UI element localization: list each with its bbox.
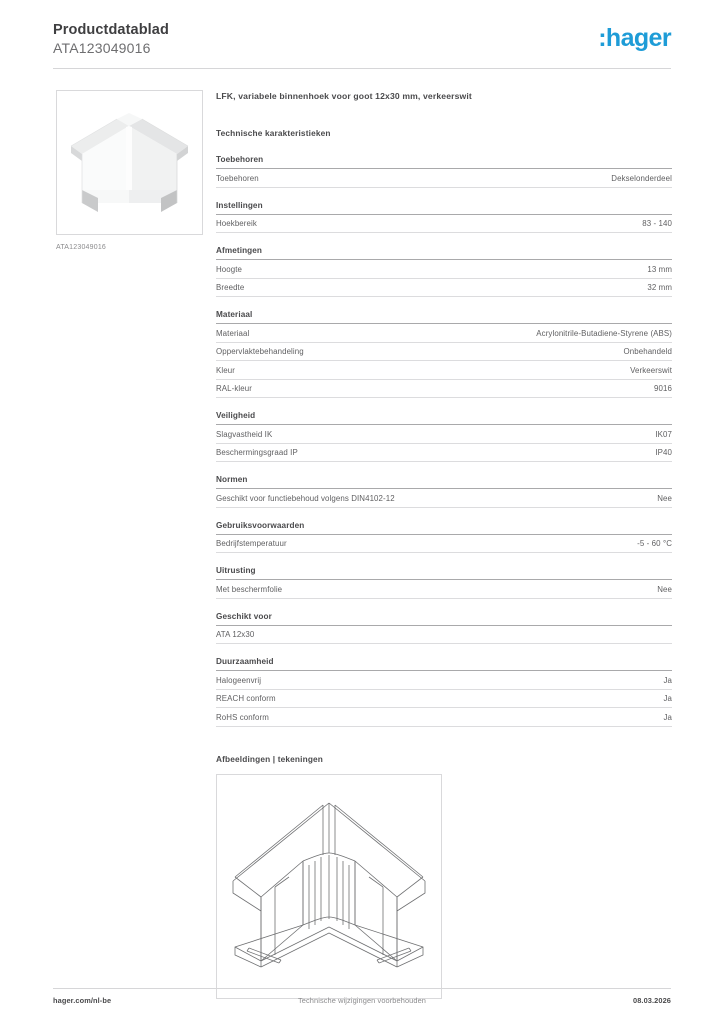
spec-row-value: 9016: [654, 384, 672, 393]
spec-row-value: Dekselonderdeel: [611, 173, 672, 183]
product-name: LFK, variabele binnenhoek voor goot 12x30 mm, verkeerswit: [216, 91, 472, 101]
spec-row-label: Hoekbereik: [216, 219, 257, 228]
spec-group-title: Materiaal: [216, 310, 672, 324]
spec-group: [216, 201, 672, 234]
spec-row-value: 83 - 140: [642, 219, 672, 228]
spec-row-value: Ja: [663, 712, 672, 722]
page-footer: [53, 996, 671, 1005]
spec-row-value: IP40: [655, 448, 672, 457]
spec-row-label: RAL-kleur: [216, 384, 252, 393]
spec-group-title: Instellingen: [216, 201, 672, 215]
spec-group-title: Normen: [216, 475, 672, 489]
footer-website[interactable]: hager.com/nl-be: [53, 996, 112, 1005]
spec-row: [216, 260, 672, 279]
spec-row: [216, 708, 672, 727]
spec-row-label: Toebehoren: [216, 173, 259, 183]
spec-row-label: Beschermingsgraad IP: [216, 448, 298, 457]
spec-group: [216, 612, 672, 645]
spec-group-title: Duurzaamheid: [216, 657, 672, 671]
spec-row-value: Acrylonitrile-Butadiene-Styrene (ABS): [536, 328, 672, 338]
spec-group-title: Veiligheid: [216, 411, 672, 425]
page-header: [53, 22, 671, 68]
spec-row-label: Oppervlaktebehandeling: [216, 347, 304, 356]
spec-group: [216, 566, 672, 599]
spec-row-label: Halogeenvrij: [216, 675, 262, 685]
spec-row-label: Bedrijfstemperatuur: [216, 539, 287, 548]
spec-row-label: Slagvastheid IK: [216, 429, 273, 439]
document-title: Productdatablad: [53, 22, 169, 38]
technical-drawing: [216, 774, 442, 999]
spec-row-value: Ja: [663, 694, 672, 703]
spec-row-value: 13 mm: [647, 264, 672, 274]
spec-row: [216, 671, 672, 690]
spec-row-label: Kleur: [216, 365, 235, 375]
spec-row-label: Materiaal: [216, 328, 250, 338]
spec-row: [216, 380, 672, 399]
spec-row-label: Hoogte: [216, 264, 243, 274]
spec-row-label: Met beschermfolie: [216, 584, 283, 594]
header-divider: [53, 68, 671, 69]
spec-row: [216, 279, 672, 298]
spec-row-value: Nee: [657, 493, 672, 503]
spec-row: [216, 425, 672, 444]
spec-row-value: -5 - 60 °C: [637, 539, 672, 548]
spec-row: [216, 324, 672, 343]
product-photo-image: [57, 91, 202, 234]
spec-group-title: Toebehoren: [216, 155, 672, 169]
spec-row: [216, 626, 672, 645]
spec-row-label: RoHS conform: [216, 712, 269, 722]
footer-divider: [53, 988, 671, 989]
spec-row-value: 32 mm: [647, 283, 672, 292]
drawings-title: Afbeeldingen | tekeningen: [216, 753, 324, 764]
hager-logo: :hager: [598, 24, 671, 52]
spec-group: [216, 310, 672, 398]
header-titles: [53, 22, 169, 57]
specs-section-title: Technische karakteristieken: [216, 128, 331, 138]
spec-group: [216, 155, 672, 188]
spec-groups: [216, 155, 672, 727]
footer-disclaimer: Technische wijzigingen voorbehouden: [298, 996, 426, 1005]
spec-group-title: Geschikt voor: [216, 612, 672, 626]
spec-row-label: Breedte: [216, 283, 245, 292]
technical-drawing-image: [217, 775, 441, 998]
spec-group-title: Gebruiksvoorwaarden: [216, 521, 672, 535]
spec-row-label: REACH conform: [216, 694, 276, 703]
spec-group: [216, 521, 672, 554]
spec-row: [216, 580, 672, 599]
spec-group-title: Afmetingen: [216, 246, 672, 260]
spec-group: [216, 657, 672, 727]
spec-group-title: Uitrusting: [216, 566, 672, 580]
spec-row: [216, 343, 672, 362]
spec-row: [216, 169, 672, 188]
spec-row-value: Onbehandeld: [623, 347, 672, 356]
spec-row-label: Geschikt voor functiebehoud volgens DIN4102-12: [216, 493, 395, 503]
spec-row: [216, 444, 672, 463]
spec-row: [216, 489, 672, 508]
spec-row-value: Verkeerswit: [630, 365, 672, 375]
spec-group: [216, 411, 672, 462]
product-photo: [56, 90, 203, 235]
spec-row: [216, 215, 672, 234]
spec-group: [216, 246, 672, 297]
product-photo-caption: ATA123049016: [56, 244, 107, 251]
spec-row-value: Ja: [663, 675, 672, 685]
main-content: [216, 91, 672, 999]
spec-row: [216, 535, 672, 554]
footer-date: 08.03.2026: [633, 996, 671, 1005]
document-reference: ATA123049016: [53, 40, 151, 56]
spec-row-label: ATA 12x30: [216, 630, 255, 639]
spec-group: [216, 475, 672, 508]
spec-row: [216, 361, 672, 380]
spec-row-value: Nee: [657, 584, 672, 594]
spec-row: [216, 690, 672, 709]
spec-row-value: IK07: [655, 429, 672, 439]
